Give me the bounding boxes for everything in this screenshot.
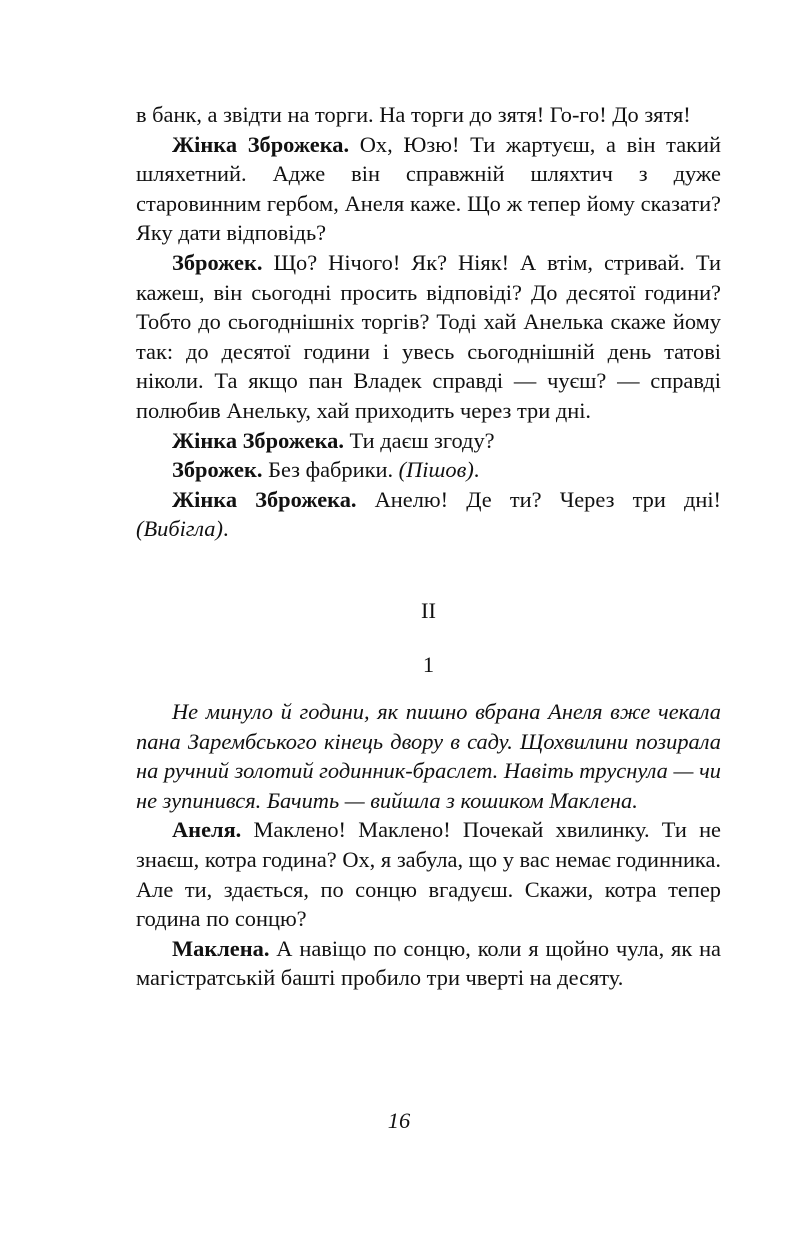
speaker-name: Жінка Зброжека.	[172, 131, 350, 157]
speaker-name: Жінка Зброжека.	[172, 486, 357, 512]
dialogue-line	[136, 815, 721, 933]
dialogue-line	[136, 485, 721, 544]
dialogue-text: Анелю! Де ти? Через три дні!	[356, 486, 721, 512]
paragraph-text: в банк, а звідти на торги. На торги до зятя! Го-го! До зятя!	[136, 102, 691, 127]
stage-remark: (Вибігла)	[136, 516, 223, 542]
speaker-name: Зброжек.	[172, 457, 263, 483]
speaker-name: Анеля.	[172, 817, 242, 843]
page-number: 16	[387, 1108, 411, 1133]
dialogue-line	[136, 934, 721, 993]
dialogue-text: Ти даєш згоду?	[343, 427, 495, 453]
stage-remark: (Пішов)	[398, 457, 474, 483]
speaker-name: Маклена.	[172, 935, 270, 961]
stage-direction: Не минуло й години, як пишно вбрана Анеля вже чекала пана Зарембського кінець двору в саду. Щохвилини позирала на ручний золотий годинник-браслет. Навіть труснула — чи не зупинився. Бачить — вийшла з кошиком Маклена.	[136, 699, 721, 813]
dialogue-line	[136, 248, 721, 426]
scene-number: 1	[422, 651, 435, 677]
page-body	[136, 100, 721, 993]
dialogue-line	[136, 130, 721, 248]
section-heading: II	[421, 597, 436, 623]
dialogue-text: Маклено! Маклено! Почекай хвилинку. Ти не знаєш, котра година? Ох, я забула, що у вас немає годинника. Але ти, здається, по сонцю вгадуєш. Скажи, котра тепер година по сонцю?	[136, 817, 721, 932]
dialogue-text: Без фабрики.	[262, 457, 399, 483]
speaker-name: Жінка Зброжека.	[172, 427, 344, 453]
dialogue-text: А навіщо по сонцю, коли я щойно чула, як на магістратській башті пробило три чверті на десяту.	[136, 935, 721, 991]
speaker-name: Зброжек.	[172, 249, 263, 275]
remark-tail: .	[222, 516, 229, 542]
remark-tail: .	[473, 457, 480, 483]
dialogue-line	[136, 455, 721, 485]
dialogue-text: Ох, Юзю! Ти жартуєш, а він такий шляхетний. Адже він справжній шляхтич з дуже старовинним гербом, Анеля каже. Що ж тепер йому сказати? Яку дати відповідь?	[136, 131, 721, 246]
dialogue-text: Що? Нічого! Як? Ніяк! А втім, стривай. Ти кажеш, він сьогодні просить відповіді? До десятої години? Тобто до сьогоднішніх торгів? Тоді хай Анелька скаже йому так: до десятої години і увесь сьогоднішній день татові ніколи. Та якщо пан Владек справді — чуєш? — справді полюбив Анельку, хай приходить через три дні.	[136, 249, 721, 423]
paragraph-continuation	[136, 100, 721, 130]
dialogue-line	[136, 426, 721, 456]
